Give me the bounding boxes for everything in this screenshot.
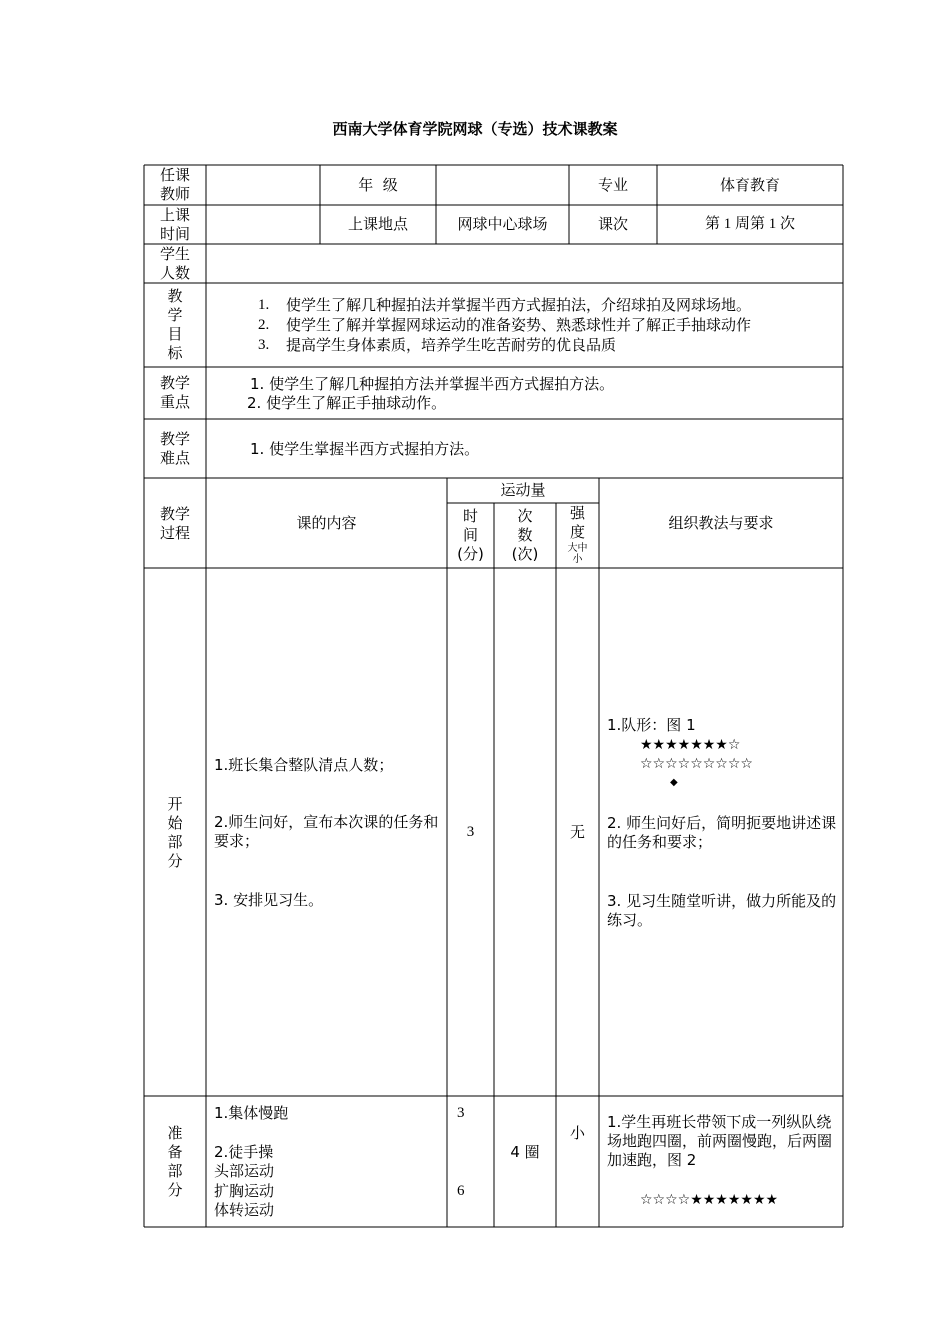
objectives-label: 教 学 目 标	[167, 287, 183, 362]
teacher-marker: ◆	[670, 777, 678, 788]
prep-formation: ☆☆☆☆★★★★★★★	[640, 1192, 779, 1208]
difficulty-text: 1. 使学生掌握半西方式握拍方法。	[250, 440, 480, 458]
place-value: 网球中心球场	[457, 215, 548, 233]
key-points-label: 教学 重点	[159, 374, 190, 411]
prep-content-item: 头部运动	[214, 1162, 275, 1180]
prep-content-item: 2.徒手操	[214, 1143, 274, 1161]
lesson-plan-title: 西南大学体育学院网球（专选）技术课教案	[332, 120, 618, 138]
student-count-label: 学生 人数	[159, 245, 190, 282]
formation-row: ★★★★★★★☆	[640, 737, 741, 753]
difficulty-label: 教学 难点	[159, 430, 190, 467]
objective-text: 提高学生身体素质，培养学生吃苦耐劳的优良品质	[286, 336, 617, 354]
place-label: 上课地点	[347, 215, 408, 233]
objective-text: 使学生了解并掌握网球运动的准备姿势、熟悉球性并了解正手抽球动作	[286, 316, 752, 334]
prep-section-label: 准 备 部 分	[167, 1124, 183, 1199]
prep-content-item: 体转运动	[214, 1201, 275, 1219]
prep-time: 3	[457, 1105, 465, 1121]
session-label: 课次	[597, 215, 628, 233]
prep-intensity: 小	[569, 1124, 585, 1142]
start-time: 3	[466, 824, 475, 840]
prep-time: 6	[457, 1183, 465, 1199]
start-content-item: 1.班长集合整队清点人数；	[214, 756, 394, 774]
intensity-header: 强 度	[569, 504, 585, 541]
objective-num: 2.	[258, 317, 270, 333]
count-header: 次 数 (次)	[511, 507, 539, 563]
start-method-item: 3. 见习生随堂听讲，做力所能及的练习。	[607, 892, 837, 929]
objective-num: 3.	[258, 337, 270, 353]
start-intensity: 无	[569, 823, 585, 841]
key-point-item: 1. 使学生了解几种握拍方法并掌握半西方式握拍方法。	[250, 375, 615, 393]
key-point-item: 2. 使学生了解正手抽球动作。	[247, 394, 447, 412]
objective-text: 使学生了解几种握拍法并掌握半西方式握拍法，介绍球拍及网球场地。	[286, 296, 752, 314]
prep-method-text: 1.学生再班长带领下成一列纵队绕场地跑四圈，前两圈慢跑，后两圈加速跑，图 2	[607, 1113, 833, 1169]
objective-num: 1.	[258, 297, 270, 313]
session-value: 第 1 周第 1 次	[704, 216, 795, 232]
prep-content-item: 扩胸运动	[214, 1182, 275, 1200]
intensity-scale: 大中 小	[567, 543, 588, 565]
process-label: 教学 过程	[159, 505, 190, 542]
formation-row: ☆☆☆☆☆☆☆☆☆	[640, 756, 753, 772]
start-content-item: 2.师生问好，宣布本次课的任务和要求；	[214, 813, 439, 850]
class-time-label: 上课 时间	[159, 206, 190, 243]
prep-content-item: 1.集体慢跑	[214, 1104, 289, 1122]
start-section-label: 开 始 部 分	[167, 795, 183, 870]
time-header: 时 间 (分)	[457, 507, 484, 563]
teacher-label: 任课 教师	[159, 166, 190, 203]
major-value: 体育教育	[719, 176, 780, 194]
major-label: 专业	[597, 176, 628, 194]
start-method-formation-title: 1.队形：图 1	[607, 716, 696, 734]
prep-count: 4 圈	[510, 1143, 540, 1161]
method-header: 组织教法与要求	[668, 514, 774, 532]
start-method-item: 2. 师生问好后，简明扼要地讲述课的任务和要求；	[607, 814, 837, 851]
grade-label: 年 级	[358, 176, 398, 194]
content-header: 课的内容	[296, 514, 357, 532]
load-header: 运动量	[500, 481, 546, 499]
start-content-item: 3. 安排见习生。	[214, 891, 324, 909]
